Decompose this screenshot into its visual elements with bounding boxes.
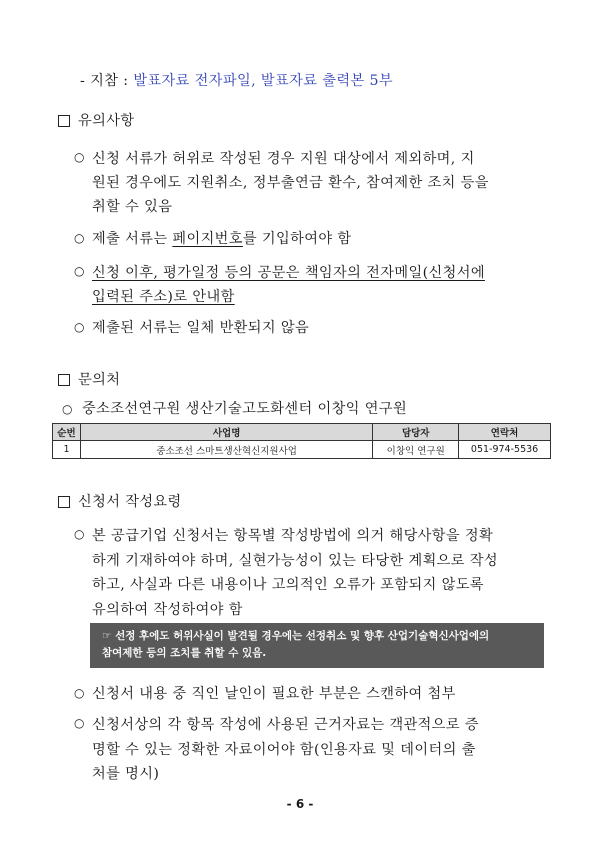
caution-item-3-line-1: 신청 이후, 평가일정 등의 공문은 책임자의 전자메일(신청서에 (92, 265, 485, 281)
contact-heading: 문의처 (78, 372, 121, 388)
guide-item-3-line-1: 신청서상의 각 항목 작성에 사용된 근거자료는 객관적으로 증 (92, 717, 479, 733)
circle-bullet-icon: ○ (74, 231, 85, 245)
caution-item-1 (92, 147, 489, 219)
guide-item-1 (92, 524, 498, 622)
table-header-manager: 담당자 (373, 424, 459, 441)
table-cell-no: 1 (53, 441, 81, 459)
circle-bullet-icon: ○ (74, 686, 85, 700)
caution-item-2-post: 를 기입하여야 함 (242, 231, 352, 247)
table-header-project: 사업명 (80, 424, 372, 441)
guide-item-3-line-2: 명할 수 있는 정확한 자료이어야 함(인용자료 및 데이터의 출 (92, 741, 476, 758)
table-cell-phone: 051-974-5536 (459, 441, 551, 459)
table-cell-project: 중소조선 스마트생산혁신지원사업 (80, 441, 372, 459)
circle-bullet-icon: ○ (74, 527, 85, 541)
guide-item-1-line-2: 하게 기재하여야 하며, 실현가능성이 있는 타당한 계획으로 작성 (92, 552, 499, 569)
guide-item-1-line-4: 유의하여 작성하여야 함 (92, 601, 243, 618)
checkbox-square-icon (58, 374, 70, 386)
circle-bullet-icon: ○ (62, 402, 73, 416)
warning-note-line-1: ☞ 선정 후에도 허위사실이 발견될 경우에는 선정취소 및 향후 산업기술혁신사업에의 (102, 630, 490, 642)
circle-bullet-icon: ○ (74, 264, 85, 278)
guide-item-2: 신청서 내용 중 직인 날인이 필요한 부분은 스캔하여 첨부 (92, 686, 456, 702)
submission-line (80, 70, 393, 90)
table-cell-manager: 이창익 연구원 (373, 441, 459, 459)
table-header-row (53, 424, 551, 441)
guide-item-1-line-1: 본 공급기업 신청서는 항목별 작성방법에 의거 해당사항을 정확 (92, 528, 494, 544)
caution-item-2 (92, 228, 351, 248)
circle-bullet-icon: ○ (74, 716, 85, 730)
guide-item-1-line-3: 하고, 사실과 다른 내용이나 고의적인 오류가 포함되지 않도록 (92, 577, 484, 593)
page-number: - 6 - (286, 797, 314, 811)
contact-table (52, 423, 551, 459)
warning-note-line-2: 참여제한 등의 조치를 취할 수 있음. (102, 647, 267, 659)
circle-bullet-icon: ○ (74, 150, 85, 164)
caution-item-2-underlined: 페이지번호 (172, 231, 243, 247)
caution-item-4: 제출된 서류는 일체 반환되지 않음 (92, 320, 310, 336)
circle-bullet-icon: ○ (74, 320, 85, 334)
caution-item-1-line-3: 취할 수 있음 (92, 199, 173, 215)
table-row (53, 441, 551, 459)
contact-person: 중소조선연구원 생산기술고도화센터 이창익 연구원 (82, 401, 408, 417)
caution-item-1-line-1: 신청 서류가 허위로 작성된 경우 지원 대상에서 제외하며, 지 (92, 151, 475, 167)
caution-item-2-pre: 제출 서류는 (92, 231, 173, 247)
warning-note-box (90, 623, 544, 668)
checkbox-square-icon (58, 115, 70, 127)
cautions-heading: 유의사항 (78, 113, 135, 129)
guide-item-3-line-3: 처를 명시) (92, 766, 160, 782)
caution-item-3-line-2: 입력된 주소)로 안내함 (92, 289, 235, 305)
guide-heading: 신청서 작성요령 (78, 494, 182, 510)
table-header-no: 순번 (53, 424, 81, 441)
table-header-phone: 연락처 (459, 424, 551, 441)
guide-item-3 (92, 713, 479, 787)
caution-item-3 (92, 261, 485, 309)
caution-item-1-line-2: 원된 경우에도 지원취소, 정부출연금 환수, 참여제한 조치 등을 (92, 175, 489, 191)
checkbox-square-icon (58, 496, 70, 508)
submission-prefix: - 지참 : (80, 73, 129, 89)
submission-text: 발표자료 전자파일, 발표자료 출력본 5부 (133, 73, 393, 89)
